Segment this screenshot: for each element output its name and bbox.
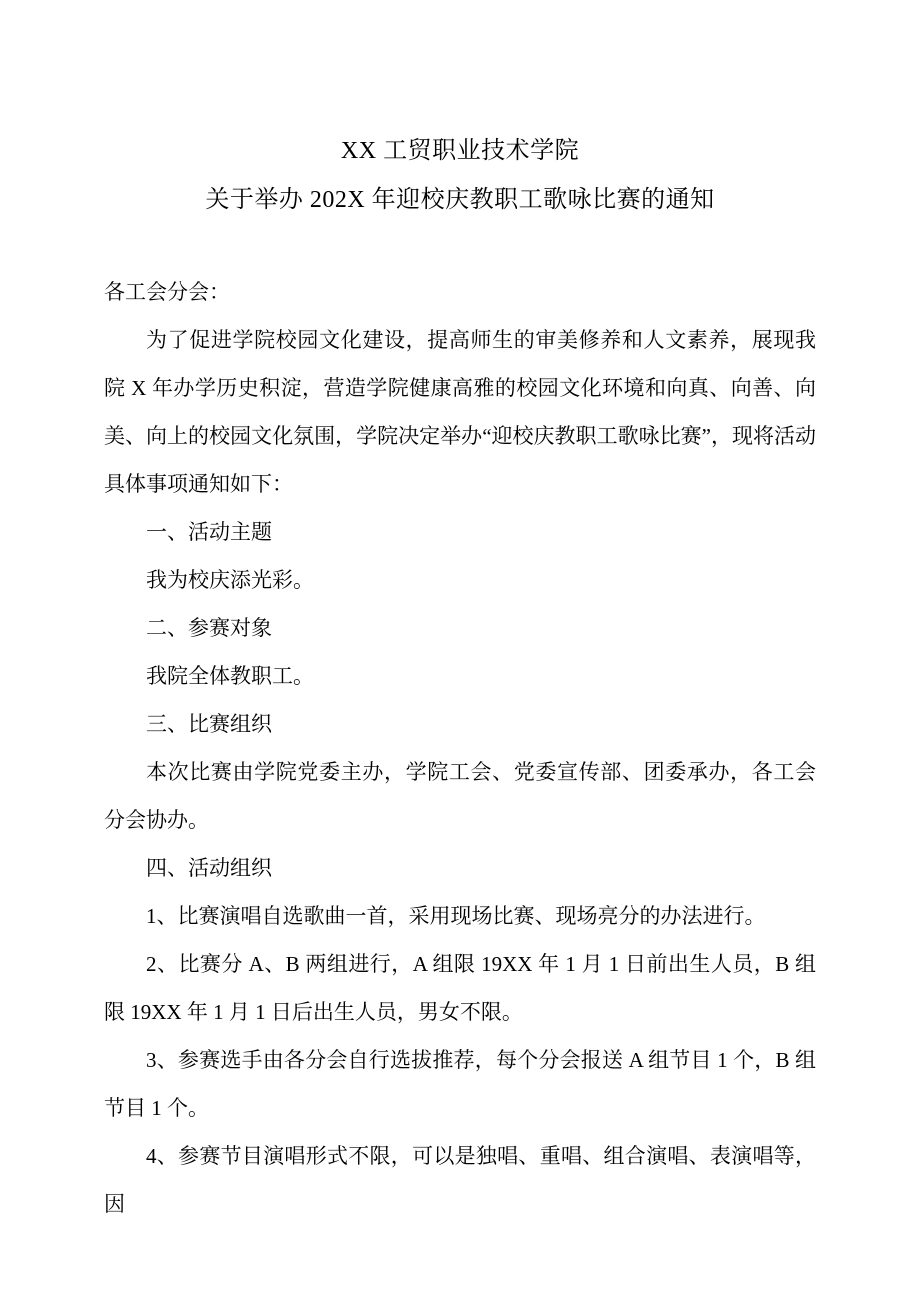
salutation: 各工会分会： [104,280,230,304]
section-4-item-2: 2、比赛分 A、B 两组进行，A 组限 19XX 年 1 月 1 日前出生人员，B 组限 19XX 年 1 月 1 日后出生人员，男女不限。 [104,952,816,1024]
section-4-item-1: 1、比赛演唱自选歌曲一首，采用现场比赛、现场亮分的办法进行。 [146,904,766,928]
intro-paragraph: 为了促进学院校园文化建设，提高师生的审美修养和人文素养，展现我院 X 年办学历史积淀，营造学院健康高雅的校园文化环境和向真、向善、向美、向上的校园文化氛围，学院决定举办“迎校庆教职工歌咏比赛”，现将活动具体事项通知如下： [104,328,816,496]
section-2-heading: 二、参赛对象 [146,616,272,640]
section-4-item-4: 4、参赛节目演唱形式不限，可以是独唱、重唱、组合演唱、表演唱等，因 [104,1144,816,1216]
document-title: XX 工贸职业技术学院 [340,138,580,164]
document-subtitle: 关于举办 202X 年迎校庆教职工歌咏比赛的通知 [205,187,715,213]
section-3-heading: 三、比赛组织 [146,712,272,736]
section-1-heading: 一、活动主题 [146,520,272,544]
document-body [104,268,816,1228]
section-3-paragraph: 本次比赛由学院党委主办，学院工会、党委宣传部、团委承办，各工会分会协办。 [104,760,816,832]
section-1-paragraph: 我为校庆添光彩。 [146,568,314,592]
section-2-paragraph: 我院全体教职工。 [146,664,314,688]
section-4-item-3: 3、参赛选手由各分会自行选拔推荐，每个分会报送 A 组节目 1 个，B 组节目 1 个。 [104,1048,816,1120]
section-4-heading: 四、活动组织 [146,856,272,880]
